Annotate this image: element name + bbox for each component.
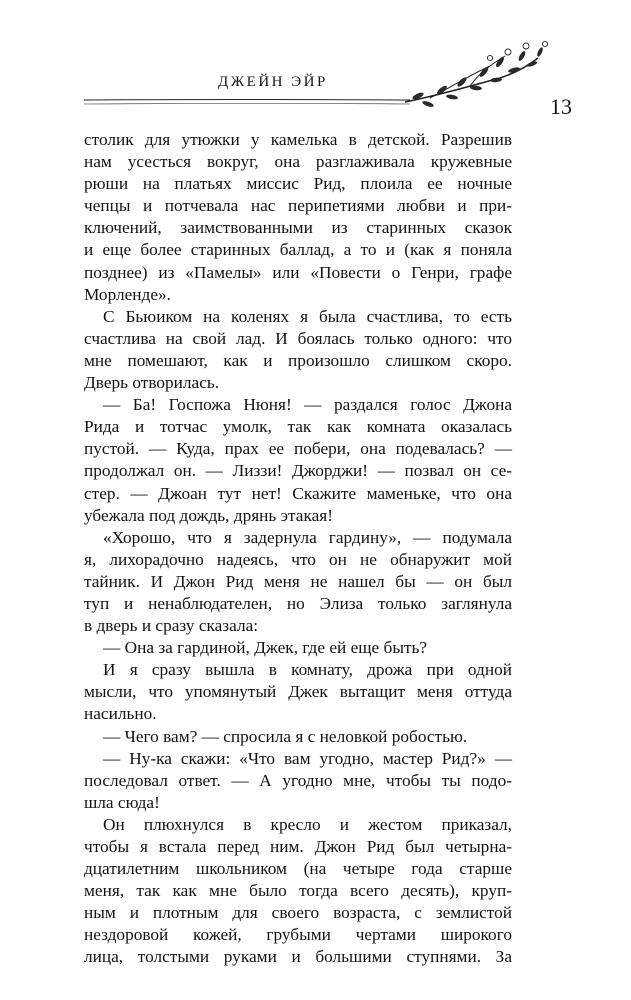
text-line: чепцы и потчевала нас перипетиями любви и при-: [84, 196, 512, 216]
text-line: чтобы я встала перед ним. Джон Рид был четырна-: [84, 837, 512, 856]
paragraph: [84, 814, 512, 969]
text-line: ным и плотным для своего возраста, с землистой: [84, 903, 512, 923]
text-line: столик для утюжки у камелька в детской. Разрешив: [84, 130, 512, 149]
text-line: позднее) из «Памелы» или «Повести о Генри, графе: [84, 262, 512, 282]
paragraph: [84, 129, 512, 306]
text-line: и еще более старинных баллад, а то и (как я поняла: [84, 240, 512, 260]
paragraph: [84, 659, 512, 725]
text-line: насильно.: [84, 704, 157, 724]
text-line: мне помешают, как и произошло слишком скоро.: [84, 350, 512, 370]
paragraph: [84, 748, 512, 814]
text-line: шла сюда!: [84, 792, 160, 812]
paragraph: [84, 394, 512, 527]
text-line: дцатилетним школьником (на четыре года старше: [84, 859, 512, 879]
text-line: я, лихорадочно надеясь, что он не обнаружит мой: [84, 549, 512, 569]
paragraph: [84, 306, 512, 394]
text-line: меня, так как мне было тогда всего десять), круп-: [84, 881, 512, 901]
text-line: лица, толстыми руками и большими ступнями. За: [84, 947, 512, 967]
text-line: тайник. И Джон Рид меня не нашел бы — он был: [84, 571, 512, 591]
text-line: стер. — Джоан тут нет! Скажите маменьке, что она: [84, 483, 512, 503]
text-line: рюши на платьях миссис Рид, плоила ее ночные: [84, 174, 512, 194]
text-line: — Она за гардиной, Джек, где ей еще быть?: [103, 638, 428, 658]
text-line: — Чего вам? — спросила я с неловкой робостью.: [103, 726, 468, 746]
running-header-title: ДЖЕЙН ЭЙР: [218, 74, 328, 90]
text-line: в дверь и сразу сказала:: [84, 616, 259, 636]
text-line: туп и ненаблюдателен, но Элиза только заглянула: [84, 593, 512, 613]
floral-branch-icon: [0, 0, 631, 120]
text-line: Он плюхнулся в кресло и жестом приказал,: [103, 814, 512, 834]
text-line: «Хорошо, что я задернула гардину», — подумала: [103, 527, 512, 547]
text-line: С Бьюиком на коленях я была счастлива, то есть: [103, 306, 512, 326]
text-line: продолжал он. — Лиззи! Джорджи! — позвал он се-: [84, 461, 512, 481]
text-line: пустой. — Куда, прах ее побери, она подевалась? —: [84, 439, 512, 459]
text-line: последовал ответ. — А угодно мне, чтобы ты подо-: [84, 770, 512, 790]
text-line: — Ба! Госпожа Нюня! — раздался голос Джона: [103, 395, 512, 415]
text-line: мысли, что упомянутый Джек вытащит меня оттуда: [84, 682, 512, 702]
text-line: нездоровой кожей, грубыми чертами широкого: [84, 925, 512, 945]
paragraph: [84, 527, 512, 637]
text-line: Морленде».: [84, 284, 171, 304]
page-number: 13: [550, 94, 572, 119]
text-line: — Ну-ка скажи: «Что вам угодно, мастер Рид?» —: [103, 748, 512, 768]
text-line: счастлива на свой лад. И боялась только одного: что: [84, 328, 512, 348]
text-line: Дверь отворилась.: [84, 373, 220, 393]
text-line: убежала под дождь, дрянь этакая!: [84, 505, 333, 525]
text-line: ключений, заимствованными из старинных сказок: [84, 218, 512, 238]
text-line: нам усесться вокруг, она разглаживала кружевные: [84, 152, 512, 172]
body-text: [84, 129, 512, 969]
text-line: Рида и тотчас умолк, так как комната оказалась: [84, 417, 512, 437]
paragraph: [84, 637, 512, 659]
text-line: И я сразу вышла в комнату, дрожа при одной: [103, 660, 512, 680]
paragraph: [84, 726, 512, 748]
